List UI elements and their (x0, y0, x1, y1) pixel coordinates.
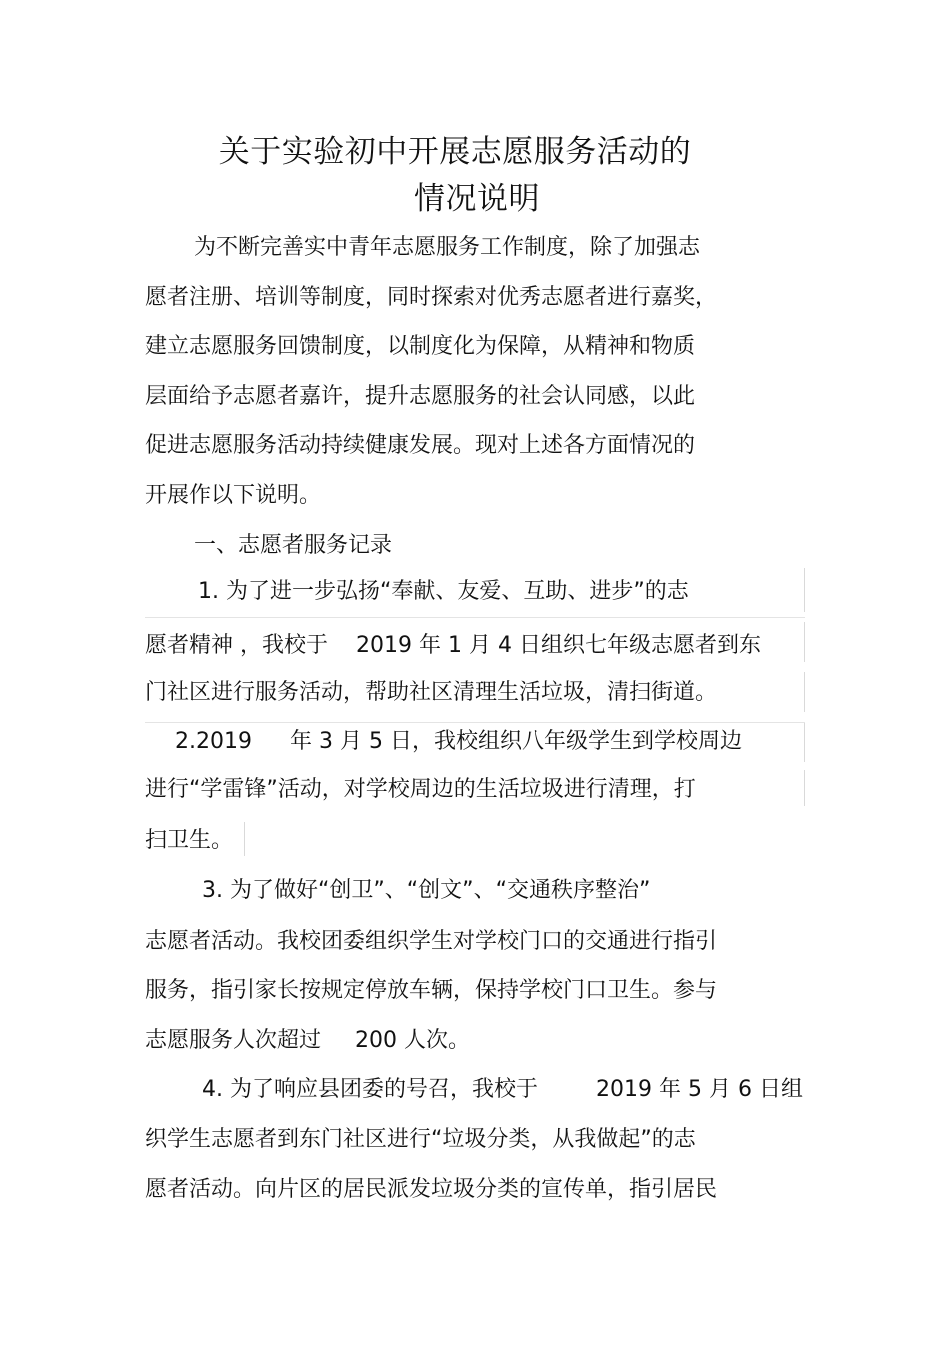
item4-line-1a: 4. 为了响应县团委的号召，我校于 (202, 1077, 538, 1102)
scan-rule (244, 822, 245, 856)
item3-line-2: 志愿者活动。我校团委组织学生对学校门口的交通进行指引 (145, 929, 718, 954)
scan-rule (804, 672, 805, 712)
intro-line-5: 促进志愿服务活动持续健康发展。现对上述各方面情况的 (145, 433, 696, 458)
item3-line-4a: 志愿服务人次超过 (145, 1028, 322, 1053)
item4-line-2: 织学生志愿者到东门社区进行“垃圾分类，从我做起”的志 (145, 1127, 696, 1152)
intro-line-1: 为不断完善实中青年志愿服务工作制度，除了加强志 (194, 235, 701, 260)
scan-rule (804, 722, 805, 762)
item3-line-3: 服务，指引家长按规定停放车辆，保持学校门口卫生。参与 (145, 978, 718, 1003)
item2-line-3: 扫卫生。 (145, 828, 234, 853)
item2-line-1a: 2.2019 (175, 729, 252, 754)
scan-rule (804, 622, 805, 662)
intro-line-2: 愿者注册、培训等制度，同时探索对优秀志愿者进行嘉奖， (145, 285, 718, 310)
intro-line-3: 建立志愿服务回馈制度，以制度化为保障，从精神和物质 (145, 334, 696, 359)
document-title-line-1: 关于实验初中开展志愿服务活动的 (218, 134, 692, 170)
scan-rule (804, 770, 805, 806)
intro-line-6: 开展作以下说明。 (145, 483, 322, 508)
item1-line-1: 1. 为了进一步弘扬“奉献、友爱、互助、进步”的志 (198, 579, 689, 604)
scan-rule (145, 722, 805, 723)
intro-line-4: 层面给予志愿者嘉许，提升志愿服务的社会认同感，以此 (145, 384, 696, 409)
item1-line-2a: 愿者精神 ，我校于 (145, 633, 328, 658)
item4-line-1b: 2019 年 5 月 6 日组 (596, 1077, 803, 1102)
document-title-line-2: 情况说明 (414, 181, 540, 217)
section-heading: 一、志愿者服务记录 (194, 533, 393, 558)
item1-line-3: 门社区进行服务活动，帮助社区清理生活垃圾，清扫街道。 (145, 680, 718, 705)
item4-line-3: 愿者活动。向片区的居民派发垃圾分类的宣传单，指引居民 (145, 1177, 718, 1202)
item2-line-2: 进行“学雷锋”活动，对学校周边的生活垃圾进行清理，打 (145, 777, 696, 802)
scan-rule (145, 617, 805, 618)
item2-line-1b: 年 3 月 5 日，我校组织八年级学生到学校周边 (290, 729, 742, 754)
item3-line-1: 3. 为了做好“创卫”、“创文”、“交通秩序整治” (202, 878, 651, 903)
scan-rule (804, 568, 805, 612)
item3-line-4b: 200 人次。 (355, 1028, 470, 1053)
item1-line-2b: 2019 年 1 月 4 日组织七年级志愿者到东 (356, 633, 761, 658)
